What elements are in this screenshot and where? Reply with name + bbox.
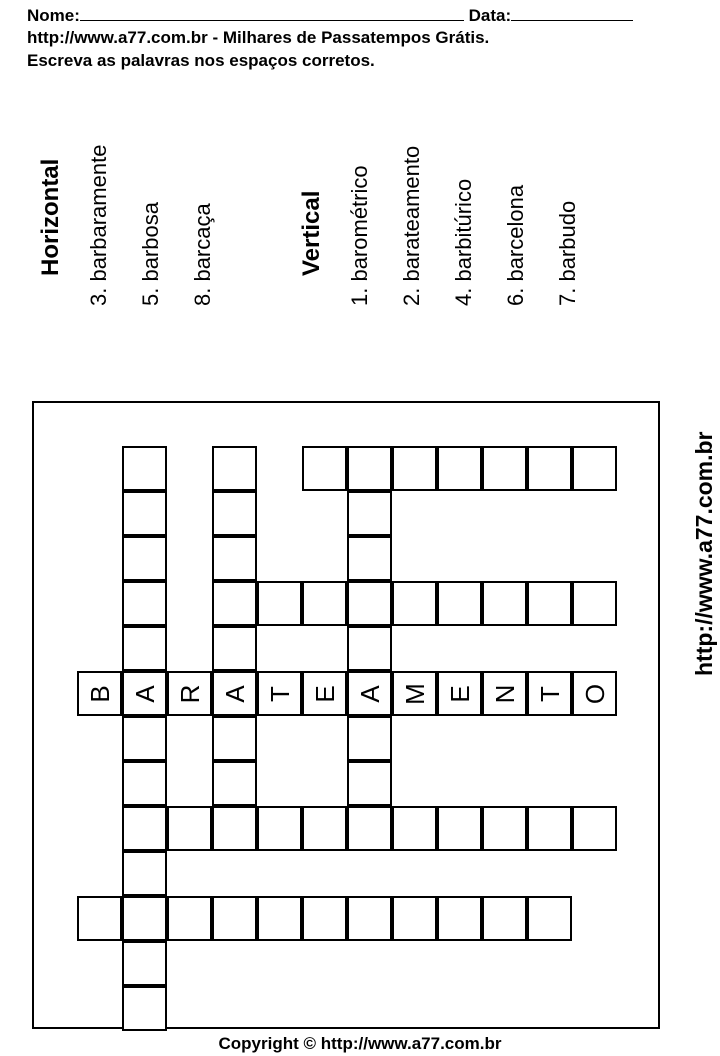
date-blank[interactable] [511,4,633,21]
crossword-cell[interactable] [347,626,392,671]
crossword-cell[interactable] [527,671,572,716]
crossword-cell[interactable] [347,491,392,536]
crossword-cell[interactable] [212,626,257,671]
cell-letter: N [489,684,520,703]
clue-horizontal-5: 5. barbosa [138,202,163,306]
crossword-cell[interactable] [122,716,167,761]
crossword-cell[interactable] [437,806,482,851]
clue-vertical-2: 2. barateamento [399,145,424,306]
crossword-cell[interactable] [167,806,212,851]
crossword-cell[interactable] [437,581,482,626]
name-blank[interactable] [80,4,464,21]
crossword-cell[interactable] [212,716,257,761]
crossword-cell[interactable] [122,491,167,536]
site-line: http://www.a77.com.br - Milhares de Passatempos Grátis. [27,28,490,47]
crossword-cell[interactable] [212,761,257,806]
crossword-cell[interactable] [167,896,212,941]
crossword-cell[interactable] [347,671,392,716]
crossword-cell[interactable] [302,446,347,491]
clue-vertical-7: 7. barbudo [555,200,580,306]
crossword-cell[interactable] [77,671,122,716]
crossword-cell[interactable] [482,671,527,716]
crossword-cell[interactable] [482,446,527,491]
instructions: Escreva as palavras nos espaços corretos. [27,51,375,70]
crossword-cell[interactable] [212,536,257,581]
crossword-cell[interactable] [212,491,257,536]
crossword-cell[interactable] [392,671,437,716]
crossword-cell[interactable] [572,581,617,626]
crossword-cell[interactable] [122,446,167,491]
cell-letter: A [219,684,250,703]
crossword-cell[interactable] [122,941,167,986]
crossword-cell[interactable] [122,851,167,896]
crossword-cell[interactable] [437,446,482,491]
crossword-cell[interactable] [167,671,212,716]
horizontal-heading: Horizontal [37,158,64,276]
crossword-cell[interactable] [122,761,167,806]
crossword-cell[interactable] [302,581,347,626]
crossword-cell[interactable] [302,671,347,716]
crossword-cell[interactable] [77,896,122,941]
crossword-cell[interactable] [212,446,257,491]
copyright: Copyright © http://www.a77.com.br [218,1034,502,1053]
crossword-cell[interactable] [212,806,257,851]
name-label: Nome: [27,6,80,25]
cell-letter: A [354,684,385,703]
crossword-cell[interactable] [122,536,167,581]
cell-letter: E [444,684,475,703]
crossword-cell[interactable] [347,716,392,761]
crossword-cell[interactable] [482,581,527,626]
crossword-cell[interactable] [122,896,167,941]
clue-vertical-4: 4. barbitúrico [451,178,476,306]
crossword-cell[interactable] [527,896,572,941]
crossword-cell[interactable] [122,626,167,671]
crossword-cell[interactable] [437,896,482,941]
crossword-cell[interactable] [527,581,572,626]
crossword-cell[interactable] [572,446,617,491]
clue-horizontal-8: 8. barcaça [190,203,215,306]
cell-letter: T [534,685,565,702]
crossword-cell[interactable] [212,671,257,716]
crossword-cell[interactable] [527,806,572,851]
crossword-cell[interactable] [302,896,347,941]
clue-horizontal-3: 3. barbaramente [86,144,111,306]
side-url: http://www.a77.com.br [691,431,717,676]
crossword-cell[interactable] [482,896,527,941]
clue-vertical-6: 6. barcelona [503,184,528,306]
crossword-cell[interactable] [257,806,302,851]
crossword-cell[interactable] [347,581,392,626]
crossword-cell[interactable] [257,671,302,716]
cell-letter: M [399,682,430,705]
crossword-cell[interactable] [122,671,167,716]
clue-vertical-1: 1. barométrico [347,165,372,306]
cell-letter: O [579,683,610,704]
crossword-cell[interactable] [392,581,437,626]
cell-letter: T [264,685,295,702]
crossword-cell[interactable] [302,806,347,851]
crossword-cell[interactable] [347,806,392,851]
crossword-cell[interactable] [572,671,617,716]
date-label: Data: [468,6,512,25]
crossword-cell[interactable] [122,986,167,1031]
crossword-cell[interactable] [392,446,437,491]
crossword-cell[interactable] [212,896,257,941]
crossword-cell[interactable] [482,806,527,851]
crossword-cell[interactable] [572,806,617,851]
cell-letter: A [129,684,160,703]
crossword-cell[interactable] [347,896,392,941]
crossword-cell[interactable] [122,581,167,626]
crossword-cell[interactable] [347,536,392,581]
crossword-cell[interactable] [437,671,482,716]
crossword-cell[interactable] [527,446,572,491]
crossword-cell[interactable] [257,581,302,626]
cell-letter: B [84,684,115,703]
cell-letter: R [174,684,205,703]
crossword-cell[interactable] [122,806,167,851]
crossword-cell[interactable] [257,896,302,941]
crossword-cell[interactable] [347,446,392,491]
cell-letter: E [309,684,340,703]
crossword-cell[interactable] [347,761,392,806]
name-date-line [27,4,633,26]
crossword-cell[interactable] [392,896,437,941]
crossword-cell[interactable] [212,581,257,626]
vertical-heading: Vertical [298,190,325,276]
crossword-cell[interactable] [392,806,437,851]
